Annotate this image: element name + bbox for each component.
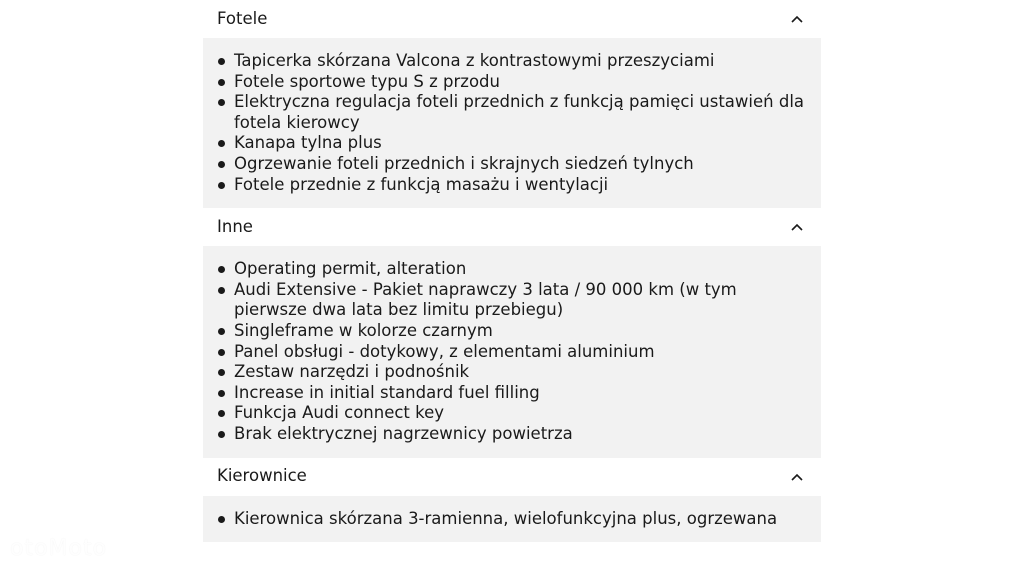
list-item: Elektryczna regulacja foteli przednich z funkcją pamięci ustawień dla fotela kierowcy <box>234 92 807 133</box>
list-item: Brak elektrycznej nagrzewnicy powietrza <box>234 424 807 445</box>
list-item: Kanapa tylna plus <box>234 133 807 154</box>
section-header-kierownice[interactable] <box>203 458 821 496</box>
list-item: Funkcja Audi connect key <box>234 403 807 424</box>
list-item: Audi Extensive - Pakiet naprawczy 3 lata / 90 000 km (w tym pierwsze dwa lata bez limitu przebiegu) <box>234 280 807 321</box>
feature-list <box>217 259 807 444</box>
otomoto-watermark: otoMoto <box>10 536 108 561</box>
section-body-fotele <box>203 38 821 208</box>
section-title: Inne <box>217 216 253 236</box>
section-body-inne <box>203 246 821 457</box>
list-item: Ogrzewanie foteli przednich i skrajnych siedzeń tylnych <box>234 154 807 175</box>
list-item: Kierownica skórzana 3-ramienna, wielofunkcyjna plus, ogrzewana <box>234 509 807 530</box>
chevron-up-icon[interactable] <box>791 223 803 231</box>
feature-list <box>217 51 807 195</box>
section-body-kierownice <box>203 496 821 543</box>
list-item: Fotele sportowe typu S z przodu <box>234 72 807 93</box>
list-item: Panel obsługi - dotykowy, z elementami aluminium <box>234 342 807 363</box>
section-header-inne[interactable] <box>203 208 821 246</box>
chevron-up-icon[interactable] <box>791 473 803 481</box>
section-title: Kierownice <box>217 466 307 486</box>
chevron-up-icon[interactable] <box>791 15 803 23</box>
list-item: Fotele przednie z funkcją masażu i wentylacji <box>234 175 807 196</box>
equipment-accordion <box>203 0 821 542</box>
list-item: Increase in initial standard fuel filling <box>234 383 807 404</box>
list-item: Operating permit, alteration <box>234 259 807 280</box>
list-item: Singleframe w kolorze czarnym <box>234 321 807 342</box>
section-title: Fotele <box>217 8 268 28</box>
feature-list <box>217 509 807 530</box>
list-item: Tapicerka skórzana Valcona z kontrastowymi przeszyciami <box>234 51 807 72</box>
list-item: Zestaw narzędzi i podnośnik <box>234 362 807 383</box>
section-header-fotele[interactable] <box>203 0 821 38</box>
